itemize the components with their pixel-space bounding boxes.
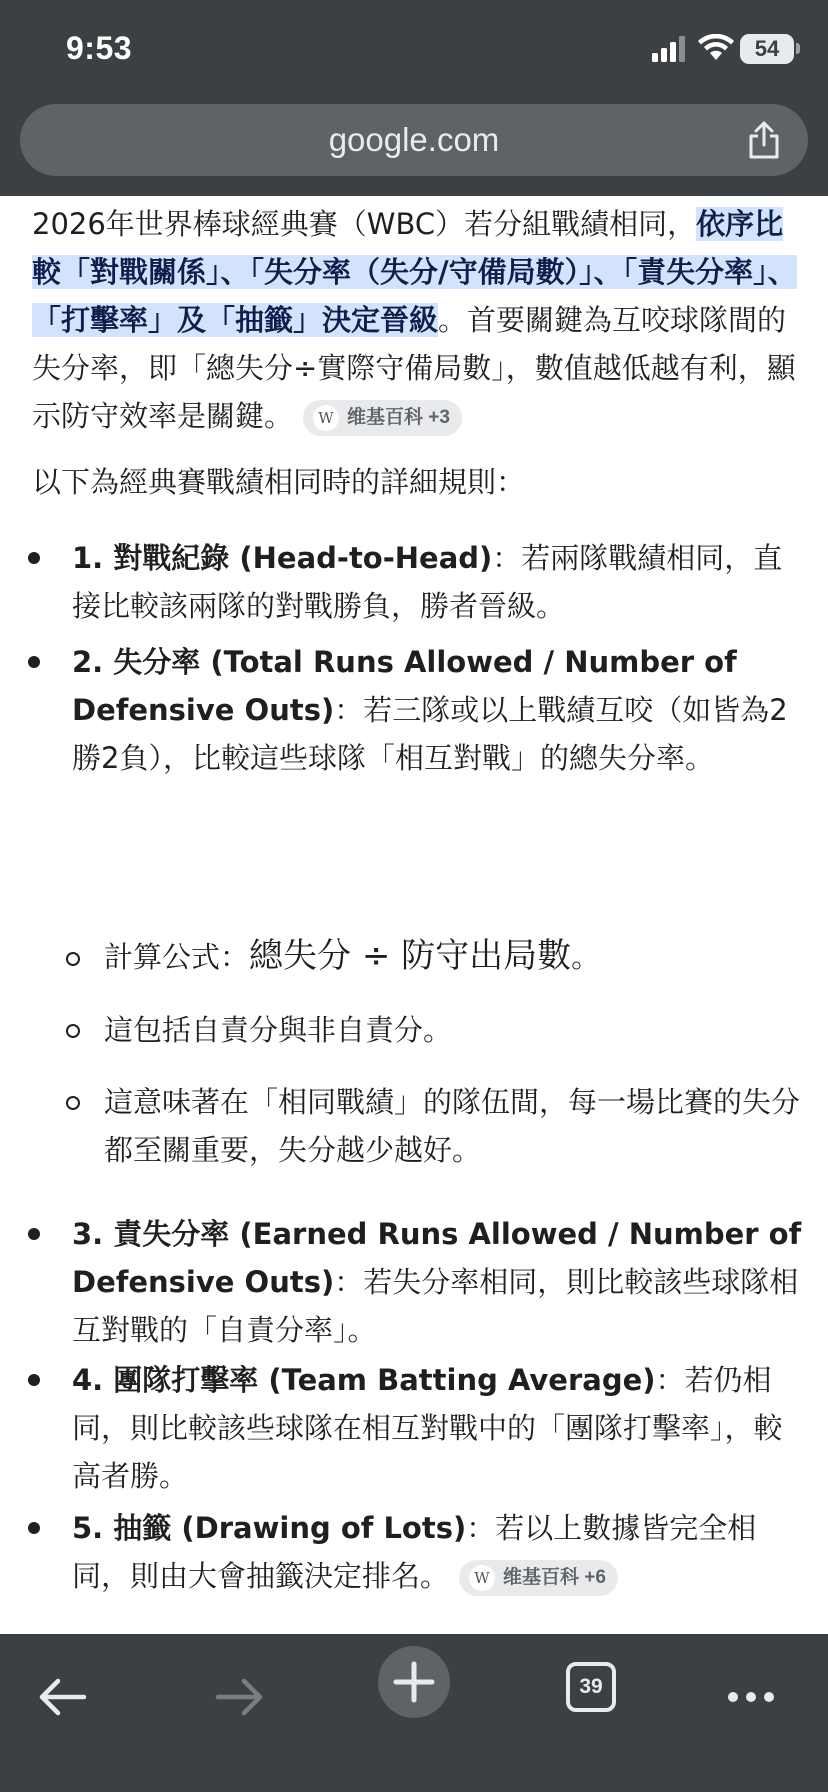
rule-title: 1. 對戰紀錄 (Head-to-Head) (72, 541, 493, 575)
battery-indicator: 54 (740, 34, 794, 64)
wikipedia-w-icon: W (313, 405, 339, 431)
source-chip[interactable] (459, 1560, 618, 1596)
battery-tip (796, 43, 800, 54)
rule-text: ：若失分率相同，則比較該些球隊相互對戰的「自責分率」。 (72, 1265, 799, 1347)
back-arrow-icon[interactable] (28, 1662, 98, 1732)
more-dots-icon[interactable] (716, 1662, 786, 1732)
wikipedia-w-icon: W (469, 1565, 495, 1591)
address-bar[interactable] (20, 104, 808, 176)
summary-tail-text: 。首要關鍵為互咬球隊間的失分率，即「總失分÷實際守備局數」，數值越低越有利，顯示防守效率是關鍵。 (32, 303, 796, 433)
ai-overview-content (0, 196, 828, 1634)
rule-item-2 (72, 638, 802, 782)
bullet-dot (28, 552, 40, 564)
browser-top-bar (0, 0, 828, 196)
source-chip-label: 维基百科 +3 (347, 407, 450, 428)
wifi-icon (698, 34, 734, 62)
sub-item-runs: 這包括自責分與非自責分。 (104, 1013, 453, 1047)
formula-text: 總失分 ÷ 防守出局數 (249, 936, 572, 976)
tab-switcher-button[interactable]: 39 (566, 1662, 616, 1712)
bullet-dot (28, 656, 40, 668)
sub-item-formula (104, 932, 804, 981)
plus-icon (378, 1646, 450, 1718)
bullet-dot (28, 1522, 40, 1534)
rule-text: ：若以上數據皆完全相同，則由大會抽籤決定排名。 (72, 1511, 757, 1593)
formula-label: 計算公式： (104, 940, 250, 974)
formula-end: 。 (571, 940, 601, 974)
sub-bullet-circle (66, 1024, 80, 1038)
rule-item-3 (72, 1210, 802, 1354)
source-chip[interactable] (303, 400, 462, 436)
browser-bottom-toolbar (0, 1634, 828, 1792)
rule-title: 3. 責失分率 (Earned Runs Allowed / Number of Defensive Outs) (72, 1217, 802, 1299)
rule-text: ：若仍相同，則比較該些球隊在相互對戰中的「團隊打擊率」，較高者勝。 (72, 1363, 783, 1493)
rule-title: 2. 失分率 (Total Runs Allowed / Number of Defensive Outs) (72, 645, 737, 727)
sub-bullet-circle (66, 1096, 80, 1110)
summary-paragraph (32, 200, 802, 440)
url-text[interactable]: google.com (328, 121, 500, 158)
share-icon[interactable] (746, 120, 782, 160)
summary-highlight: 依序比較「對戰關係」、「失分率（失分/守備局數）」、「責失分率」、「打擊率」及「抽籤」決定晉級 (32, 207, 797, 337)
sub-item-meaning: 這意味著在「相同戰績」的隊伍間，每一場比賽的失分都至關重要，失分越少越好。 (104, 1085, 801, 1167)
source-chip-label: 维基百科 +6 (503, 1567, 606, 1588)
summary-lead-text: 2026年世界棒球經典賽（WBC）若分組戰績相同， (32, 207, 697, 241)
rule-text: ：若兩隊戰績相同，直接比較該兩隊的對戰勝負，勝者晉級。 (72, 541, 783, 623)
rules-heading: 以下為經典賽戰績相同時的詳細規則： (32, 465, 526, 499)
bullet-dot (28, 1374, 40, 1386)
sub-bullet-circle (66, 952, 80, 966)
rule-item-1 (72, 534, 802, 630)
rule-item-5 (72, 1504, 802, 1600)
rule-title: 4. 團隊打擊率 (Team Batting Average) (72, 1363, 656, 1397)
forward-arrow-icon[interactable] (204, 1662, 274, 1732)
status-time: 9:53 (66, 30, 133, 66)
new-tab-button[interactable] (378, 1646, 450, 1718)
rule-item-4 (72, 1356, 802, 1500)
rule-title: 5. 抽籤 (Drawing of Lots) (72, 1511, 467, 1545)
bullet-dot (28, 1228, 40, 1240)
cellular-signal-icon (652, 36, 686, 62)
rule-text: ：若三隊或以上戰績互咬（如皆為2勝2負），比較這些球隊「相互對戰」的總失分率。 (72, 693, 788, 775)
